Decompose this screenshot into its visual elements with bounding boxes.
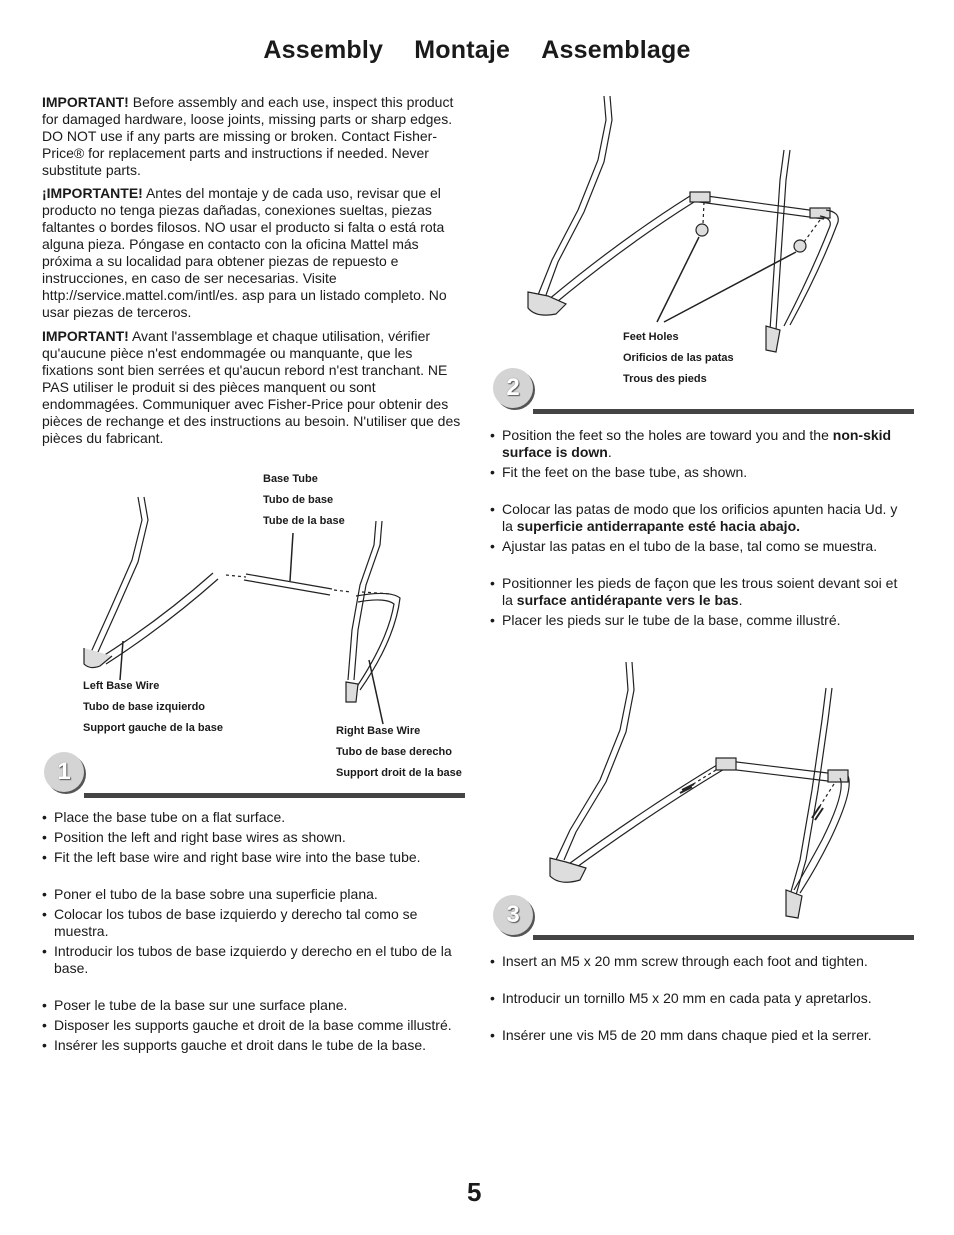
- list-item: • Insérer une vis M5 de 20 mm dans chaque pied et la serrer.: [490, 1027, 900, 1044]
- list-item: • Fit the feet on the base tube, as shown.: [490, 464, 900, 481]
- label-feet-holes-fr: Trous des pieds: [623, 373, 707, 385]
- label-feet-holes-en: Feet Holes: [623, 331, 679, 343]
- list-item: • Place the base tube on a flat surface.: [42, 809, 467, 826]
- step3-divider: [533, 935, 914, 940]
- label-feet-holes-es: Orificios de las patas: [623, 352, 734, 364]
- list-item: • Poser le tube de la base sur une surface plane.: [42, 997, 467, 1014]
- step3-instructions: [490, 953, 900, 1047]
- title-fr: Assemblage: [541, 36, 691, 64]
- list-item: • Introducir los tubos de base izquierdo y derecho en el tubo de la base.: [42, 943, 467, 977]
- label-base-tube-en: Base Tube: [263, 473, 318, 485]
- step1-number: 1: [44, 752, 84, 792]
- label-right-wire-es: Tubo de base derecho: [336, 746, 452, 758]
- list-item: • Insert an M5 x 20 mm screw through each foot and tighten.: [490, 953, 900, 970]
- list-item: • Colocar las patas de modo que los orificios apunten hacia Ud. y la superficie antiderrapante esté hacia abajo.: [490, 501, 900, 535]
- warning-es-text: Antes del montaje y de cada uso, revisar que el producto no tenga piezas dañadas, conexiones sueltas, piezas faltantes o bordes filosos. NO usar el producto si falta o está rota alguna pieza. Póngase en contacto con la oficina Mattel más próxima a su localidad para obtener piezas de repuesto e instrucciones, en caso de ser necesarias. Visite http://service.mattel.com/intl/es. asp para un listado completo. No usar piezas de terceros.: [42, 185, 447, 320]
- list-item: • Disposer les supports gauche et droit de la base comme illustré.: [42, 1017, 467, 1034]
- warning-es-lead: ¡IMPORTANTE!: [42, 185, 143, 201]
- list-item: • Introducir un tornillo M5 x 20 mm en cada pata y apretarlos.: [490, 990, 900, 1007]
- label-left-wire-en: Left Base Wire: [83, 680, 160, 692]
- label-left-wire-fr: Support gauche de la base: [83, 722, 223, 734]
- list-item: • Poner el tubo de la base sobre una superficie plana.: [42, 886, 467, 903]
- step2-number: 2: [493, 368, 533, 408]
- label-left-wire-es: Tubo de base izquierdo: [83, 701, 206, 713]
- label-base-tube-fr: Tube de la base: [263, 515, 345, 527]
- title-en: Assembly: [263, 36, 384, 64]
- warning-fr-lead: IMPORTANT!: [42, 328, 129, 344]
- list-item: • Position the left and right base wires as shown.: [42, 829, 467, 846]
- label-right-wire-fr: Support droit de la base: [336, 767, 462, 779]
- warning-en-lead: IMPORTANT!: [42, 94, 129, 110]
- warning-fr-text: Avant l'assemblage et chaque utilisation, vérifier qu'aucune pièce n'est endommagée ou manquante, que les fixations sont bien serrées et qu'aucun rebord n'est tranchant. NE PAS utiliser le produit si des pièces manquent ou sont endommagées. Communiquer avec Fisher-Price pour obtenir des pièces de rechange et des instructions au besoin. N'utiliser que des pièces du fabricant.: [42, 328, 461, 446]
- list-item: • Insérer les supports gauche et droit dans le tube de la base.: [42, 1037, 467, 1054]
- label-right-wire-en: Right Base Wire: [336, 725, 421, 737]
- list-item: • Ajustar las patas en el tubo de la base, tal como se muestra.: [490, 538, 900, 555]
- warning-en-text: Before assembly and each use, inspect this product for damaged hardware, loose joints, missing parts or sharp edges. DO NOT use if any parts are missing or broken. Contact Fisher-Price® for replacement parts and instructions if needed. Never substitute parts.: [42, 94, 454, 178]
- step3-number: 3: [493, 895, 533, 935]
- list-item: • Placer les pieds sur le tube de la base, comme illustré.: [490, 612, 900, 629]
- page-number: 5: [467, 1177, 482, 1207]
- label-base-tube-es: Tubo de base: [263, 494, 334, 506]
- title-es: Montaje: [414, 36, 511, 64]
- list-item: • Positionner les pieds de façon que les trous soient devant soi et la surface antidérapante vers le bas.: [490, 575, 900, 609]
- list-item: • Position the feet so the holes are toward you and the non-skid surface is down.: [490, 427, 900, 461]
- list-item: • Colocar los tubos de base izquierdo y derecho tal como se muestra.: [42, 906, 467, 940]
- list-item: • Fit the left base wire and right base wire into the base tube.: [42, 849, 467, 866]
